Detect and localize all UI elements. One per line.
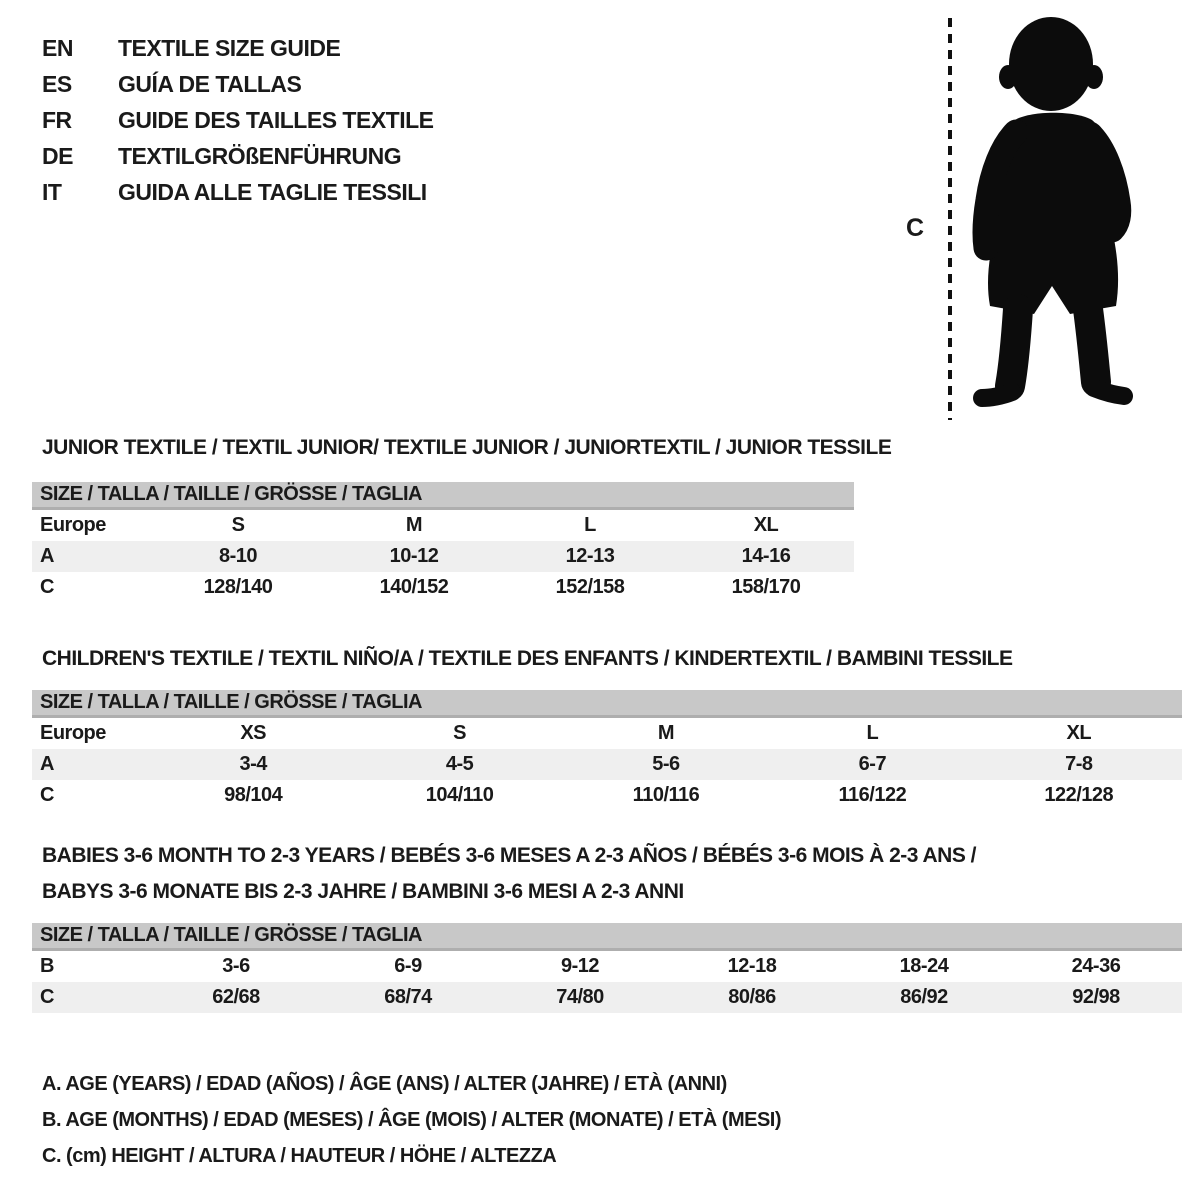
size-cell: 140/152 — [379, 576, 449, 598]
dashed-height-line — [948, 18, 952, 420]
legend — [42, 1066, 781, 1174]
size-row-c — [32, 780, 1182, 811]
size-header-band: SIZE / TALLA / TAILLE / GRÖSSE / TAGLIA — [32, 923, 1182, 951]
section-title: CHILDREN'S TEXTILE / TEXTIL NIÑO/A / TEXTILE DES ENFANTS / KINDERTEXTIL / BAMBINI TESSILE — [42, 647, 1013, 670]
language-row — [42, 66, 434, 102]
size-cell: 62/68 — [212, 986, 260, 1008]
size-cell: M — [657, 722, 675, 744]
section-title: JUNIOR TEXTILE / TEXTIL JUNIOR/ TEXTILE JUNIOR / JUNIORTEXTIL / JUNIOR TESSILE — [42, 436, 892, 459]
row-label: A — [40, 753, 54, 775]
language-title: GUÍA DE TALLAS — [118, 71, 302, 97]
language-title: GUIDE DES TAILLES TEXTILE — [118, 107, 434, 133]
language-list — [42, 30, 434, 210]
size-cell: XL — [1066, 722, 1092, 744]
row-label: C — [40, 784, 54, 806]
size-cell: 6-9 — [394, 955, 422, 977]
junior-size-table — [32, 482, 854, 603]
height-measure-figure — [900, 12, 1168, 427]
size-cell: 74/80 — [556, 986, 604, 1008]
size-cell: 4-5 — [445, 753, 474, 775]
section-junior-textile — [32, 437, 1182, 603]
language-row — [42, 174, 434, 210]
row-label: B — [40, 955, 54, 977]
size-row-c — [32, 572, 854, 603]
size-cell: 98/104 — [224, 784, 283, 806]
section-title: BABYS 3-6 MONATE BIS 2-3 JAHRE / BAMBINI 3-6 MESI A 2-3 ANNI — [42, 880, 684, 903]
size-cell: 116/122 — [838, 784, 907, 806]
section-children-textile — [32, 648, 1182, 811]
size-cell: 152/158 — [555, 576, 625, 598]
size-cell: 86/92 — [900, 986, 948, 1008]
size-cell: 68/74 — [384, 986, 432, 1008]
language-code: EN — [42, 35, 73, 61]
size-cell: XL — [753, 514, 779, 536]
size-cell: 12-18 — [727, 955, 777, 977]
language-code: DE — [42, 143, 73, 169]
size-cell: 24-36 — [1071, 955, 1121, 977]
language-row — [42, 138, 434, 174]
section-babies-textile — [32, 845, 1182, 1013]
row-label: C — [40, 576, 54, 598]
size-cell: XS — [240, 722, 267, 744]
legend-line: A. AGE (YEARS) / EDAD (AÑOS) / ÂGE (ANS) / ALTER (JAHRE) / ETÀ (ANNI) — [42, 1073, 727, 1095]
baby-silhouette-icon — [966, 14, 1141, 414]
size-cell: 18-24 — [899, 955, 949, 977]
size-cell: L — [584, 514, 596, 536]
section-title-group — [32, 437, 891, 473]
language-row — [42, 102, 434, 138]
size-row-a — [32, 541, 854, 572]
legend-line: C. (cm) HEIGHT / ALTURA / HAUTEUR / HÖHE / ALTEZZA — [42, 1145, 557, 1167]
size-row-a — [32, 749, 1182, 780]
size-cell: 3-4 — [239, 753, 267, 775]
size-cell: 10-12 — [389, 545, 439, 567]
babies-size-table — [32, 923, 1182, 1013]
size-row-c — [32, 982, 1182, 1013]
section-title-group — [32, 845, 976, 917]
size-cell: 80/86 — [728, 986, 776, 1008]
language-title: TEXTILE SIZE GUIDE — [118, 35, 341, 61]
children-size-table — [32, 690, 1182, 811]
language-code: ES — [42, 71, 72, 97]
row-label: C — [40, 986, 54, 1008]
size-cell: 92/98 — [1072, 986, 1120, 1008]
size-cell: 3-6 — [222, 955, 250, 977]
size-row-b — [32, 951, 1182, 982]
size-cell: 9-12 — [560, 955, 600, 977]
size-cell: S — [453, 722, 466, 744]
size-cell: 158/170 — [731, 576, 801, 598]
row-label: A — [40, 545, 54, 567]
size-header-band: SIZE / TALLA / TAILLE / GRÖSSE / TAGLIA — [32, 482, 854, 510]
size-cell: 6-7 — [858, 753, 887, 775]
size-cell: M — [405, 514, 423, 536]
language-code: FR — [42, 107, 72, 133]
size-cell: 128/140 — [203, 576, 273, 598]
size-cell: 14-16 — [741, 545, 791, 567]
size-cell: 104/110 — [425, 784, 494, 806]
section-title: BABIES 3-6 MONTH TO 2-3 YEARS / BEBÉS 3-6 MESES A 2-3 AÑOS / BÉBÉS 3-6 MOIS À 2-3 ANS / — [42, 844, 977, 867]
measure-c-label: C — [906, 214, 924, 242]
row-label: Europe — [40, 514, 106, 536]
language-row — [42, 30, 434, 66]
size-cell: L — [866, 722, 879, 744]
size-cell: S — [231, 514, 245, 536]
size-cell: 122/128 — [1044, 784, 1114, 806]
legend-line: B. AGE (MONTHS) / EDAD (MESES) / ÂGE (MOIS) / ALTER (MONATE) / ETÀ (MESI) — [42, 1109, 782, 1131]
size-cell: 5-6 — [652, 753, 680, 775]
size-header-band: SIZE / TALLA / TAILLE / GRÖSSE / TAGLIA — [32, 690, 1182, 718]
size-row-europe — [32, 510, 854, 541]
size-cell: 8-10 — [218, 545, 258, 567]
row-label: Europe — [40, 722, 106, 744]
section-title-group — [32, 648, 1013, 684]
language-code: IT — [42, 179, 62, 205]
language-title: TEXTILGRÖßENFÜHRUNG — [118, 143, 402, 169]
language-title: GUIDA ALLE TAGLIE TESSILI — [118, 179, 427, 205]
size-cell: 7-8 — [1065, 753, 1093, 775]
size-cell: 12-13 — [565, 545, 615, 567]
size-cell: 110/116 — [632, 784, 700, 806]
size-row-europe — [32, 718, 1182, 749]
